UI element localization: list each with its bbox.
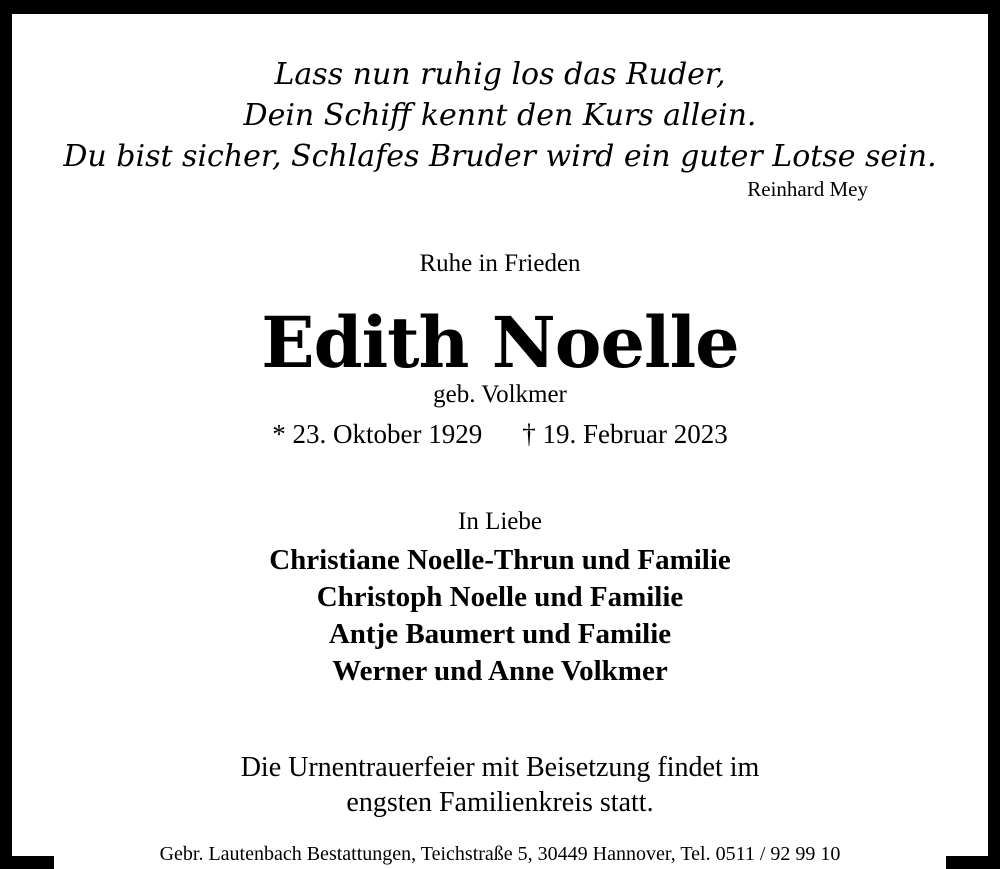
frame-top-border (0, 0, 1000, 14)
deceased-name: Edith Noelle (261, 301, 739, 384)
funeral-home-footer: Gebr. Lautenbach Bestattungen, Teichstraße 5, 30449 Hannover, Tel. 0511 / 92 99 10 (159, 843, 841, 865)
birth-name: geb. Volkmer (433, 381, 567, 408)
poem-author: Reinhard Mey (747, 177, 868, 201)
funeral-notice (0, 750, 1000, 820)
poem-line: Dein Schiff kennt den Kurs allein. (243, 98, 757, 133)
mourners-intro: In Liebe (458, 508, 542, 535)
notice-line: engsten Familienkreis statt. (346, 787, 654, 818)
poem-line: Du bist sicher, Schlafes Bruder wird ein guter Lotse sein. (63, 139, 937, 174)
mourner-line: Christiane Noelle-Thrun und Familie (269, 544, 731, 576)
birth-date: * 23. Oktober 1929 (272, 419, 483, 449)
death-date: † 19. Februar 2023 (522, 419, 728, 449)
notice-line: Die Urnentrauerfeier mit Beisetzung findet im (240, 752, 760, 783)
mourner-line: Werner und Anne Volkmer (332, 655, 668, 687)
mourner-line: Antje Baumert und Familie (328, 618, 672, 650)
poem-line: Lass nun ruhig los das Ruder, (274, 57, 726, 92)
mourner-line: Christoph Noelle und Familie (316, 581, 684, 613)
rest-in-peace: Ruhe in Frieden (419, 250, 581, 277)
life-dates (0, 419, 1000, 450)
mourners-list (0, 542, 1000, 690)
poem (0, 54, 1000, 177)
